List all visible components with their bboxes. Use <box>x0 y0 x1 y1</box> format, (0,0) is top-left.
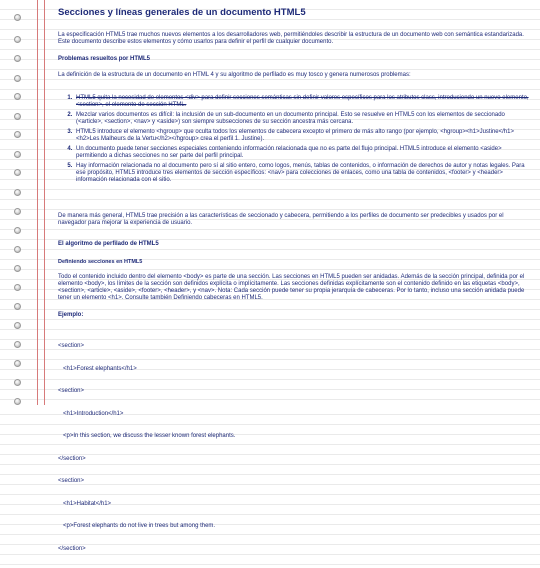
binder-hole <box>14 93 21 100</box>
list-item-text: Mezclar varios documentos es difícil: la inclusión de un sub-documento en un documento principal. Esto se resuelve en HTML5 con los elementos de seccionado (<article>, <section>, <nav> y <aside>) son siempre subsecciones de su sección ancestra más cercana. <box>76 112 505 125</box>
binder-hole <box>14 227 21 234</box>
subsection-heading: Definiendo secciones en HTML5 <box>58 259 143 265</box>
page-title: Secciones y líneas generales de un documento HTML5 <box>58 7 306 18</box>
sections-paragraph: Todo el contenido incluido dentro del elemento <body> es parte de una sección. Las secciones en HTML5 pueden ser anidadas. Además de la sección principal, definida por el elemento <body>, los límites de la sección son definidos explícita o implícitamente. Las secciones definidas explícitamente son el contenido definido en las etiquetas <body>, <section>, <article>, <aside>, <footer>, <header>, y <nav>. Nota: Cada sección puede tener su propia jerarquía de cabeceras. Por lo tanto, incluso una sección anidada puede tener un elemento <h1>. Consulte también Definiendo cabeceras en HTML5. <box>58 274 525 301</box>
list-item-text: Hay información relacionada no al documento pero sí al sitio entero, como logos, menús, tablas de contenidos, o información de derechos de autor y notas legales. Para ese propósito, HTML5 introduce tres elementos de sección específicos: <nav> para colecciones de enlaces, como una tabla de contenidos, <footer> y <header> información relacionada con el sitio. <box>76 163 525 183</box>
section-heading-problems: Problemas resueltos por HTML5 <box>58 56 151 62</box>
code-line: </section> <box>58 455 86 462</box>
binder-hole <box>14 189 21 196</box>
list-item <box>74 163 532 184</box>
code-line: <section> <box>58 343 85 349</box>
binder-hole <box>14 208 21 215</box>
binder-hole <box>14 246 21 253</box>
binder-holes <box>14 0 24 405</box>
code-line: </section> <box>58 545 86 552</box>
list-item <box>74 129 532 143</box>
code-line: <section> <box>58 388 85 394</box>
binder-hole <box>14 265 21 272</box>
binder-hole <box>14 341 21 348</box>
binder-hole <box>14 75 21 82</box>
summary-paragraph: De manera más general, HTML5 trae precisión a las características de seccionado y cabecera, permitiendo a los perfiles de documento ser predecibles y usados por el navegador para mejorar la experiencia de usuario. <box>58 213 504 226</box>
code-line: <section> <box>58 478 85 484</box>
problems-list <box>58 95 532 184</box>
margin-rule <box>44 0 45 405</box>
intro-paragraph: La especificación HTML5 trae muchos nuevos elementos a los desarrolladores web, permitiéndoles describir la estructura de un documento web con semántica estandarizada. Este documento describe estos elementos y cómo usarlos para definir el perfil de cualquier documento. <box>58 32 524 45</box>
binder-hole <box>14 379 21 386</box>
binder-hole <box>14 303 21 310</box>
binder-hole <box>14 284 21 291</box>
list-item-text: Un documento puede tener secciones especiales conteniendo información relacionada que no es parte del flujo principal. HTML5 introduce el elemento <aside> permitiendo a dichas secciones no ser parte del perfil principal. <box>76 146 502 159</box>
example-heading: Ejemplo: <box>58 312 84 318</box>
binder-hole <box>14 55 21 62</box>
list-item-text: HTML5 quita la necesidad de elementos <div> para definir secciones semánticas sin definir valores específicos para los atributos class, introduciendo un nuevo elemento, <section>, el elemento de sección HTML. <box>76 95 529 108</box>
code-line: <h1>Introduction</h1> <box>58 410 124 417</box>
list-item <box>74 112 532 126</box>
code-line: <p>Forest elephants do not live in trees but among them. <box>58 523 216 529</box>
code-example <box>58 328 528 568</box>
binder-hole <box>14 360 21 367</box>
binder-hole <box>14 131 21 138</box>
binder-hole <box>14 398 21 405</box>
code-line: <h1>Forest elephants</h1> <box>58 365 137 372</box>
binder-hole <box>14 14 21 21</box>
code-line: <p>In this section, we discuss the lesser known forest elephants. <box>58 433 236 439</box>
binder-hole <box>14 36 21 43</box>
section-heading-algorithm: El algoritmo de perfilado de HTML5 <box>58 241 159 247</box>
margin-rule <box>37 0 38 405</box>
binder-hole <box>14 169 21 176</box>
problems-intro: La definición de la estructura de un documento en HTML 4 y su algoritmo de perfilado es muy tosco y genera numerosos problemas: <box>58 72 411 78</box>
binder-hole <box>14 151 21 158</box>
list-item <box>74 95 532 109</box>
binder-hole <box>14 113 21 120</box>
binder-hole <box>14 322 21 329</box>
list-item-text: HTML5 introduce el elemento <hgroup> que oculta todos los elementos de cabecera excepto el primero de más alto rango (por ejemplo, <hgroup><h1>Justine</h1><h2>Les Malheurs de la Vertu</h2></hgroup> crea el perfil 1. Justine). <box>76 129 514 142</box>
code-line: <h1>Habitat</h1> <box>58 500 112 507</box>
list-item <box>74 146 532 160</box>
